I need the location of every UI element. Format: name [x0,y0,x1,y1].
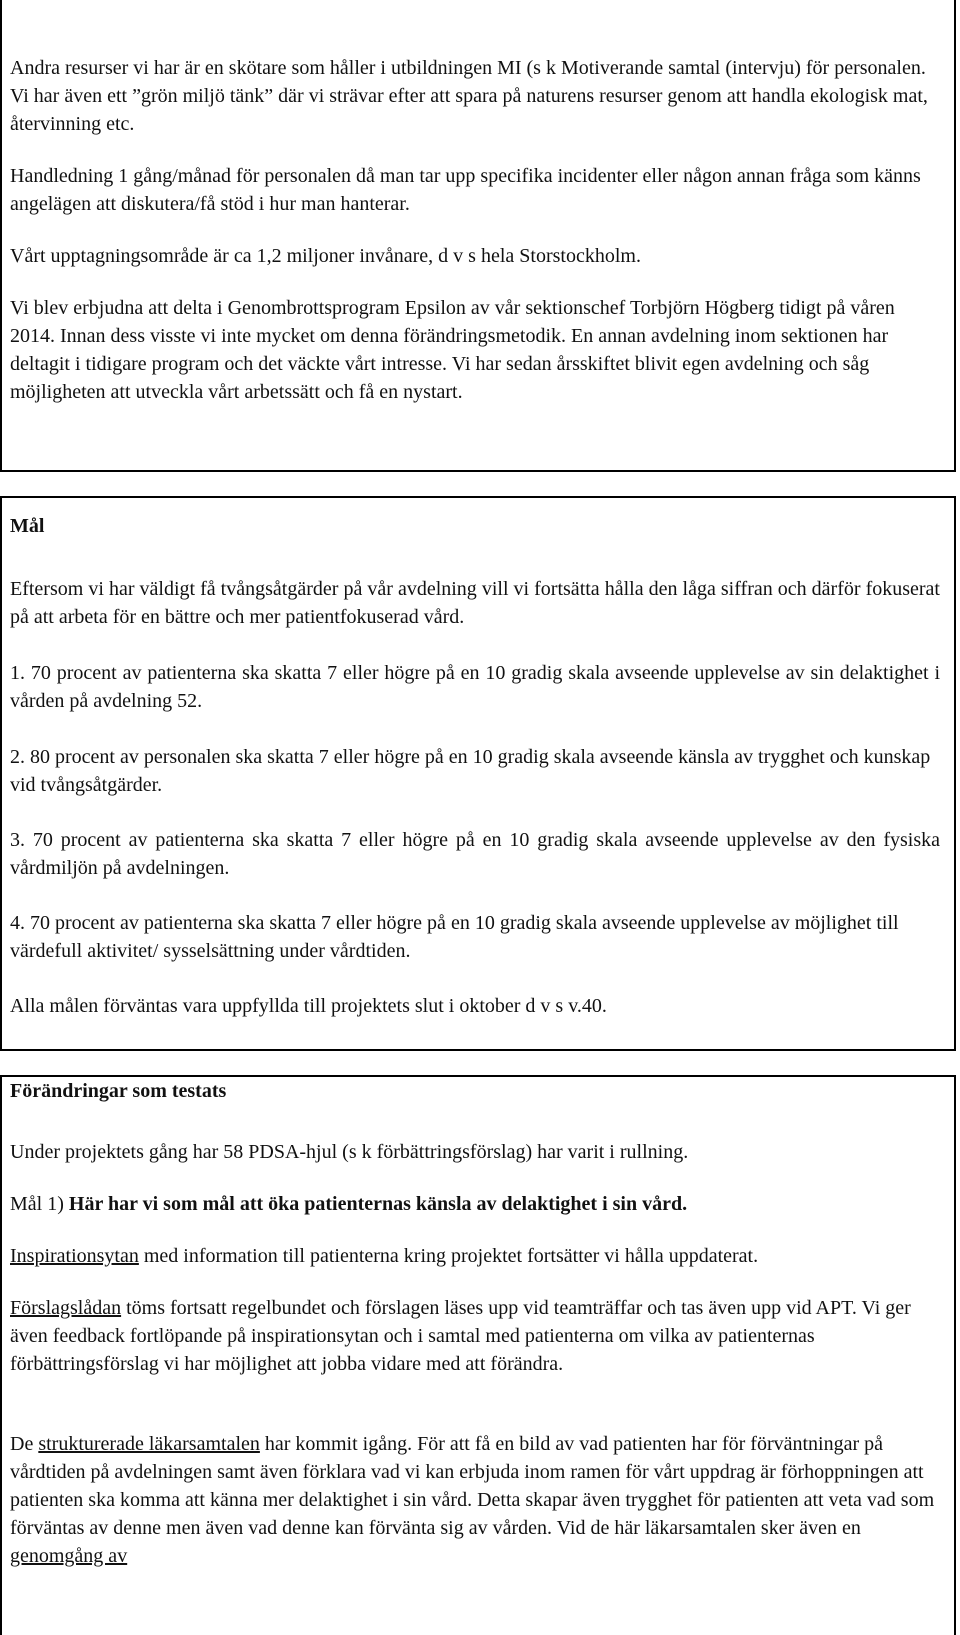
doctor-talks-tail: genomgång av [10,1545,128,1567]
inspiration-term: Inspirationsytan [10,1245,139,1267]
intro-section [0,0,956,472]
goal1-prefix: Mål 1) [10,1193,69,1215]
doctor-talks-term: strukturerade läkarsamtalen [38,1433,260,1455]
changes-section [0,1075,956,1635]
supervision-paragraph: Handledning 1 gång/månad för personalen då man tar upp specifika incidenter eller någon annan fråga som känns angelägen att diskutera/få stöd i hur man hanterar. [10,165,921,215]
resources-paragraph: Andra resurser vi har är en skötare som håller i utbildningen MI (s k Motiverande samtal (intervju) för personalen. Vi har även ett ”grön miljö tänk” där vi strävar efter att spara på naturens resurser genom att handla ekologisk mat, återvinning etc. [10,57,928,135]
catchment-paragraph: Vårt upptagningsområde är ca 1,2 miljoner invånare, d v s hela Storstockholm. [10,245,641,267]
suggestion-box-text: töms fortsatt regelbundet och förslagen läses upp vid teamträffar och tas även upp vid APT. Vi ger även feedback fortlöpande på inspirationsytan och i samtal med patienterna om vilka av patienternas förbättringsförslag vi har möjlighet att jobba vidare med att förändra. [10,1297,911,1375]
pdsa-paragraph: Under projektets gång har 58 PDSA-hjul (s k förbättringsförslag) har varit i rullning. [10,1141,689,1163]
doctor-talks-prefix: De [10,1433,39,1455]
program-paragraph: Vi blev erbjudna att delta i Genombrottsprogram Epsilon av vår sektionschef Torbjörn Högberg tidigt på våren 2014. Innan dess visste vi inte mycket om denna förändringsmetodik. En annan avdelning inom sektionen har deltagit i tidigare program och det väckte vårt intresse. Vi har sedan årsskiftet blivit egen avdelning och såg möjligheten att utveckla vårt arbetssätt och få en nystart. [10,297,895,403]
goal-1: 1. 70 procent av patienterna ska skatta 7 eller högre på en 10 gradig skala avseende upplevelse av sin delaktighet i vården på avdelning 52. [10,662,940,712]
goals-intro-paragraph: Eftersom vi har väldigt få tvångsåtgärder på vår avdelning vill vi fortsätta hålla den låga siffran och därför fokuserat på att arbeta för en bättre och mer patientfokuserad vård. [10,578,940,628]
doctor-talks-text: har kommit igång. För att få en bild av vad patienten har för förväntningar på vårdtiden på avdelningen samt även förklara vad vi kan erbjuda inom ramen för vårt uppdrag är förhoppningen att patienten ska komma att känna mer delaktighet i sin vård. Detta skapar även trygghet för patienten att veta vad som förväntas av denne men även vad denne kan förvänta sig av vården. Vid de här läkarsamtalen sker även en [10,1433,935,1539]
suggestion-box-term: Förslagslådan [10,1297,122,1319]
changes-heading: Förändringar som testats [10,1080,227,1102]
goals-section [0,496,956,1051]
goal-2: 2. 80 procent av personalen ska skatta 7 eller högre på en 10 gradig skala avseende känsla av trygghet och kunskap vid tvångsåtgärder. [10,746,931,796]
inspiration-text: med information till patienterna kring projektet fortsätter vi hålla uppdaterat. [138,1245,759,1267]
inspiration-paragraph [10,1242,940,1270]
goals-closing: Alla målen förväntas vara uppfyllda till projektets slut i oktober d v s v.40. [10,995,607,1017]
goal-3: 3. 70 procent av patienterna ska skatta 7 eller högre på en 10 gradig skala avseende upplevelse av den fysiska vårdmiljön på avdelningen. [10,829,940,879]
goal-4: 4. 70 procent av patienterna ska skatta 7 eller högre på en 10 gradig skala avseende upplevelse av möjlighet till värdefull aktivitet/ sysselsättning under vårdtiden. [10,912,899,962]
doctor-talks-paragraph [10,1430,940,1570]
goals-heading: Mål [10,515,45,537]
goal1-statement: Här har vi som mål att öka patienternas känsla av delaktighet i sin vård. [68,1193,688,1215]
goal1-paragraph [10,1190,940,1218]
suggestion-box-paragraph [10,1294,940,1378]
